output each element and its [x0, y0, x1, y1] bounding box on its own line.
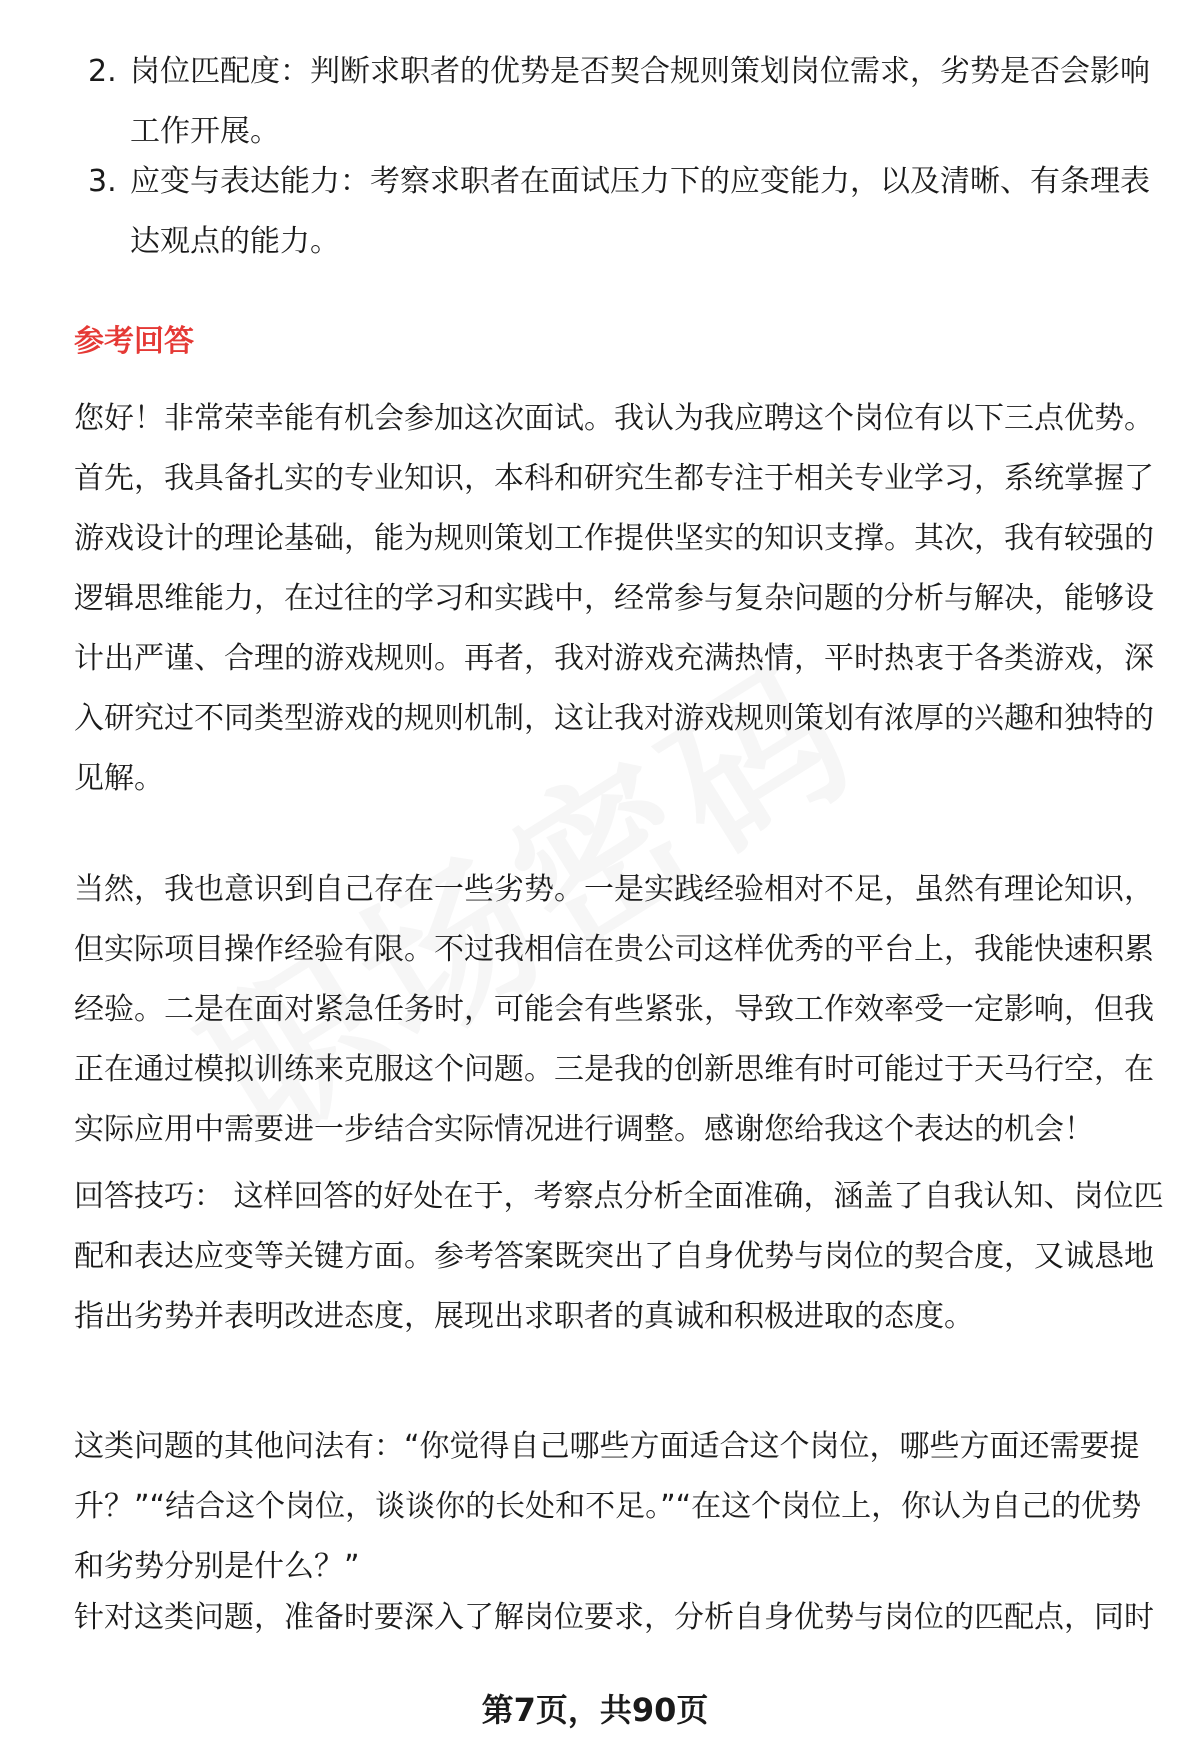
list-number: 3.	[88, 164, 117, 199]
page-number: 第7页，共90页	[481, 1691, 709, 1729]
answer-paragraph-2: 当然，我也意识到自己存在一些劣势。一是实践经验相对不足，虽然有理论知识，但实际项目操作经验有限。不过我相信在贵公司这样优秀的平台上，我能快速积累经验。二是在面对紧急任务时，可能会有些紧张，导致工作效率受一定影响，但我正在通过模拟训练来克服这个问题。三是我的创新思维有时可能过于天马行空，在实际应用中需要进一步结合实际情况进行调整。感谢您给我这个表达的机会！	[74, 872, 1154, 1147]
answer-paragraph-1: 您好！非常荣幸能有机会参加这次面试。我认为我应聘这个岗位有以下三点优势。首先，我具备扎实的专业知识，本科和研究生都专注于相关专业学习，系统掌握了游戏设计的理论基础，能为规则策划工作提供坚实的知识支撑。其次，我有较强的逻辑思维能力，在过往的学习和实践中，经常参与复杂问题的分析与解决，能够设计出严谨、合理的游戏规则。再者，我对游戏充满热情，平时热衷于各类游戏，深入研究过不同类型游戏的规则机制，这让我对游戏规则策划有浓厚的兴趣和独特的见解。	[74, 401, 1154, 796]
preparation-paragraph: 针对这类问题，准备时要深入了解岗位要求，分析自身优势与岗位的匹配点，同时	[74, 1600, 1154, 1635]
alternative-questions-paragraph: 这类问题的其他问法有：“你觉得自己哪些方面适合这个岗位，哪些方面还需要提升？”“结合这个岗位，谈谈你的长处和不足。”“在这个岗位上，你认为自己的优势和劣势分别是什么？”	[74, 1429, 1142, 1584]
tips-paragraph: 回答技巧： 这样回答的好处在于，考察点分析全面准确，涵盖了自我认知、岗位匹配和表达应变等关键方面。参考答案既突出了自身优势与岗位的契合度，又诚恳地指出劣势并表明改进态度，展现出求职者的真诚和积极进取的态度。	[74, 1179, 1164, 1334]
list-item-2	[74, 42, 1164, 162]
list-number: 2.	[88, 54, 117, 89]
list-item-3	[74, 152, 1164, 272]
list-text: 应变与表达能力：考察求职者在面试压力下的应变能力，以及清晰、有条理表达观点的能力。	[130, 164, 1150, 259]
section-heading: 参考回答	[74, 324, 194, 359]
list-text: 岗位匹配度：判断求职者的优势是否契合规则策划岗位需求，劣势是否会影响工作开展。	[130, 54, 1150, 149]
